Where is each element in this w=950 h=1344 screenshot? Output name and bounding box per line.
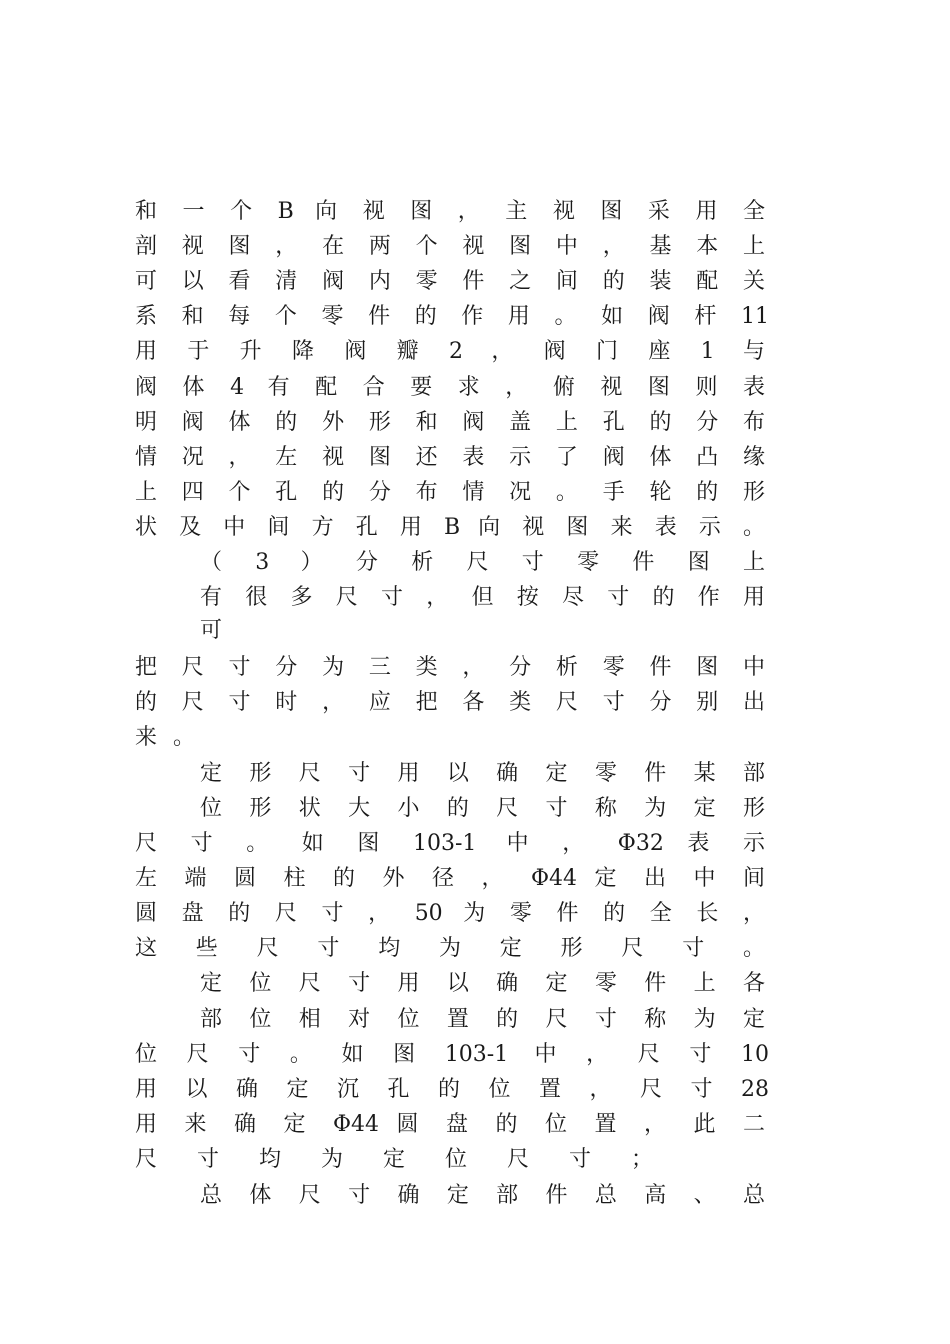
text-line: 尺 寸 。 如 图 103-1 中 ， Φ32 表 示: [135, 831, 766, 856]
text-line: 圆 盘 的 尺 寸 ， 50 为 零 件 的 全 长 ，: [135, 901, 766, 926]
text-line: 用 来 确 定 Φ44 圆 盘 的 位 置 ， 此 二: [135, 1112, 766, 1137]
text-line: 剖 视 图 ， 在 两 个 视 图 中 ， 基 本 上: [135, 234, 766, 259]
term-heading-line: 总 体 尺 寸 确 定 部 件 总 高 、 总: [200, 1183, 766, 1208]
text-line: 可 以 看 清 阀 内 零 件 之 间 的 装 配 关: [135, 269, 766, 294]
text-line: 位 形 状 大 小 的 尺 寸 称 为 定 形: [200, 796, 766, 821]
text-line: 用 以 确 定 沉 孔 的 位 置 ， 尺 寸 28: [135, 1077, 769, 1102]
text-line: 这 些 尺 寸 均 为 定 形 尺 寸 。: [135, 936, 766, 961]
text-line: 明 阀 体 的 外 形 和 阀 盖 上 孔 的 分 布: [135, 410, 766, 435]
text-line: 尺 寸 均 为 定 位 尺 寸 ；: [135, 1147, 654, 1172]
section-heading-line: （ 3 ） 分 析 尺 寸 零 件 图 上: [200, 550, 766, 575]
text-line: 位 尺 寸 。 如 图 103-1 中 ， 尺 寸 10: [135, 1042, 769, 1067]
term-heading-line: 定 位 尺 寸 用 以 确 定 零 件 上 各: [200, 971, 766, 996]
text-line: 部 位 相 对 位 置 的 尺 寸 称 为 定: [200, 1007, 766, 1032]
text-line: 可: [200, 618, 223, 643]
text-line: 阀 体 4 有 配 合 要 求 ， 俯 视 图 则 表: [135, 375, 766, 400]
text-line: 的 尺 寸 时 ， 应 把 各 类 尺 寸 分 别 出: [135, 690, 766, 715]
text-line: 和 一 个 B 向 视 图 ， 主 视 图 采 用 全: [135, 199, 766, 224]
text-line: 左 端 圆 柱 的 外 径 ， Φ44 定 出 中 间: [135, 866, 766, 891]
text-line: 用 于 升 降 阀 瓣 2 ， 阀 门 座 1 与: [135, 339, 766, 364]
term-heading-line: 定 形 尺 寸 用 以 确 定 零 件 某 部: [200, 761, 766, 786]
text-line: 把 尺 寸 分 为 三 类 ， 分 析 零 件 图 中: [135, 655, 766, 680]
text-line: 上 四 个 孔 的 分 布 情 况 。 手 轮 的 形: [135, 480, 766, 505]
text-line: 状 及 中 间 方 孔 用 B 向 视 图 来 表 示 。: [135, 515, 766, 540]
text-line: 系 和 每 个 零 件 的 作 用 。 如 阀 杆 11: [135, 304, 769, 329]
text-line: 来 。: [135, 725, 196, 750]
text-line: 有 很 多 尺 寸 ， 但 按 尽 寸 的 作 用: [200, 585, 766, 610]
text-line: 情 况 ， 左 视 图 还 表 示 了 阀 体 凸 缘: [135, 445, 766, 470]
